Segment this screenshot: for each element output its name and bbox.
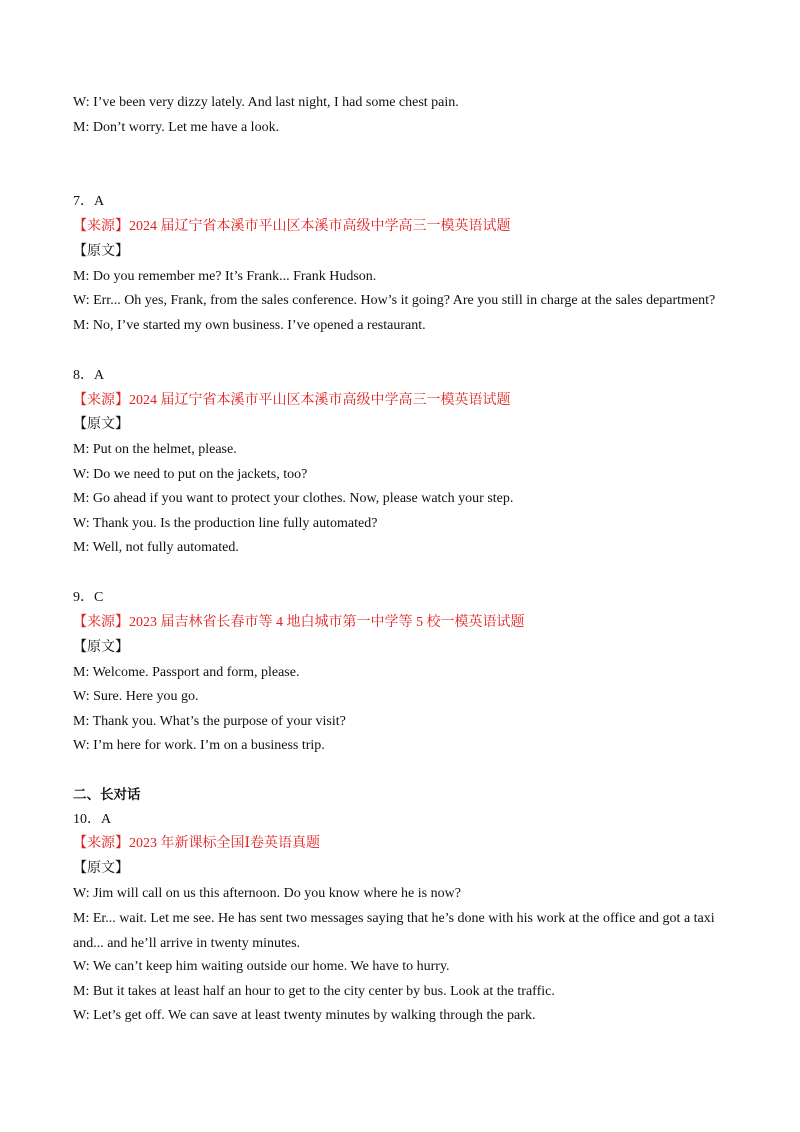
dialogue-line: W: We can’t keep him waiting outside our home. We have to hurry.: [73, 959, 450, 974]
source-10: 【来源】2023 年新课标全国Ⅰ卷英语真题: [73, 836, 321, 851]
dialogue-line: M: But it takes at least half an hour to get to the city center by bus. Look at the traffic.: [73, 984, 555, 999]
original-label-9: 【原文】: [73, 640, 129, 655]
dialogue-line: W: I’m here for work. I’m on a business trip.: [73, 738, 325, 753]
answer-10: 10．A: [73, 812, 112, 827]
source-9: 【来源】2023 届吉林省长春市等 4 地白城市第一中学等 5 校一模英语试题: [73, 615, 525, 630]
answer-7: 7．A: [73, 194, 105, 209]
dialogue-line: W: Do we need to put on the jackets, too?: [73, 467, 308, 482]
dialogue-line: W: Thank you. Is the production line fully automated?: [73, 516, 378, 531]
dialogue-line: W: Err... Oh yes, Frank, from the sales conference. How’s it going? Are you still in charge at the sales department?: [73, 293, 716, 308]
original-label-10: 【原文】: [73, 861, 129, 876]
section-title: 二、长对话: [73, 787, 141, 803]
dialogue-line: M: Do you remember me? It’s Frank... Frank Hudson.: [73, 269, 377, 284]
dialogue-line: M: Don’t worry. Let me have a look.: [73, 120, 280, 135]
dialogue-line: W: I’ve been very dizzy lately. And last night, I had some chest pain.: [73, 95, 459, 110]
dialogue-line: M: Go ahead if you want to protect your clothes. Now, please watch your step.: [73, 491, 514, 506]
dialogue-line: W: Sure. Here you go.: [73, 689, 199, 704]
answer-9: 9．C: [73, 590, 104, 605]
dialogue-line: M: Welcome. Passport and form, please.: [73, 665, 300, 680]
answer-8: 8．A: [73, 368, 105, 383]
original-label-7: 【原文】: [73, 244, 129, 259]
dialogue-line: M: Well, not fully automated.: [73, 540, 239, 555]
dialogue-line: W: Jim will call on us this afternoon. Do you know where he is now?: [73, 886, 461, 901]
dialogue-line: M: No, I’ve started my own business. I’ve opened a restaurant.: [73, 318, 426, 333]
dialogue-line: W: Let’s get off. We can save at least twenty minutes by walking through the park.: [73, 1008, 536, 1023]
source-7: 【来源】2024 届辽宁省本溪市平山区本溪市高级中学高三一模英语试题: [73, 219, 511, 234]
dialogue-line: M: Put on the helmet, please.: [73, 442, 237, 457]
original-label-8: 【原文】: [73, 417, 129, 432]
dialogue-line: M: Thank you. What’s the purpose of your visit?: [73, 714, 346, 729]
source-8: 【来源】2024 届辽宁省本溪市平山区本溪市高级中学高三一模英语试题: [73, 393, 511, 408]
dialogue-line: M: Er... wait. Let me see. He has sent two messages saying that he’s done with his work at the office and got a taxi and... and he’ll arrive in twenty minutes.: [73, 911, 715, 951]
